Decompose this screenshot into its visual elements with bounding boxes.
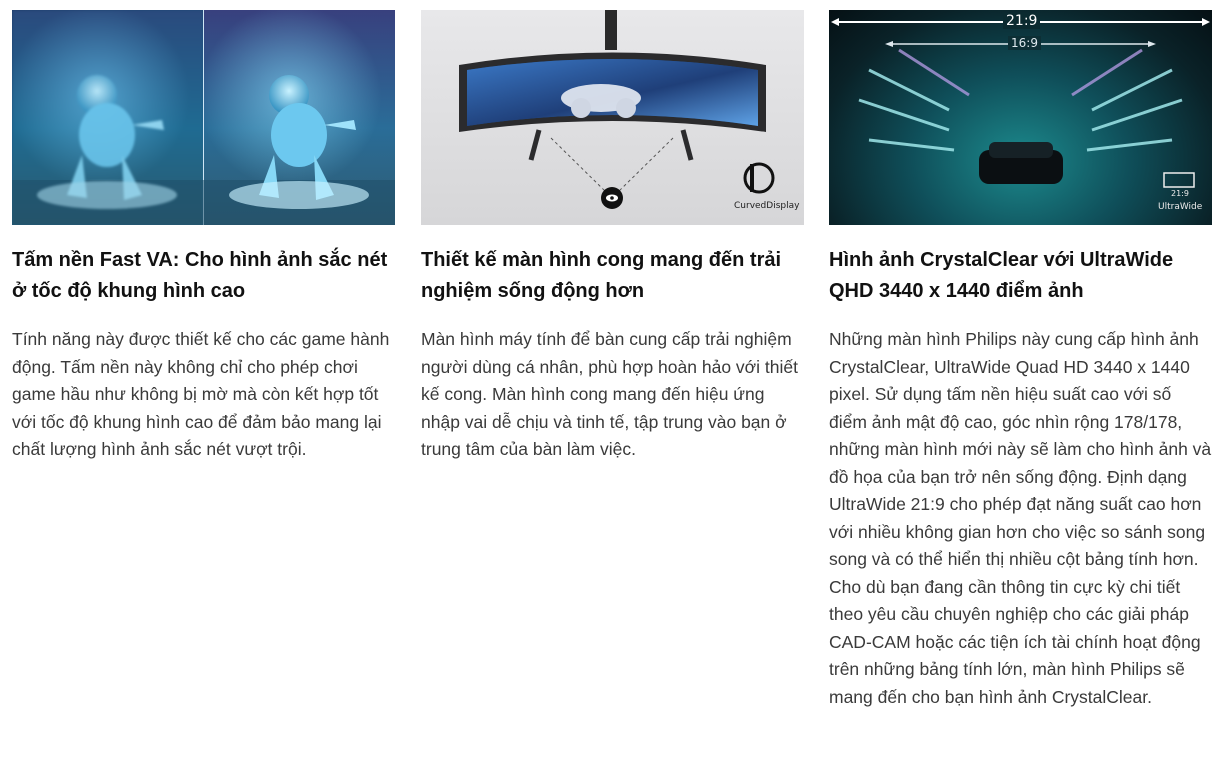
curved-display-label: CurvedDisplay: [734, 201, 800, 211]
astronaut-splash-image: [12, 10, 395, 225]
feature-title: Thiết kế màn hình cong mang đến trải nghiệm sống động hơn: [421, 249, 782, 302]
ratio-16-9-label: 16:9: [1008, 36, 1041, 50]
feature-card-curved: [421, 10, 804, 464]
feature-description: Tính năng này được thiết kế cho các game hành động. Tấm nền này không chỉ cho phép chơi game hầu như không bị mờ mà còn kết hợp tốt với tốc độ khung hình cao để đảm bảo mang lại chất lượng hình ảnh sắc nét vượt trội.: [12, 329, 390, 459]
feature-description: Những màn hình Philips này cung cấp hình ảnh CrystalClear, UltraWide Quad HD 3440 x 1440 pixel. Sử dụng tấm nền hiệu suất cao với số điểm ảnh mật độ cao, góc nhìn rộng 178/178, những màn hình mới này sẽ làm cho hình ảnh và đồ họa của bạn trở nên sống động. Định dạng UltraWide 21:9 cho phép đạt năng suất cao hơn với nhiều không gian hơn cho việc so sánh song song và có thể hiển thị nhiều cột bảng tính hơn. Cho dù bạn đang cần thông tin cực kỳ chi tiết theo yêu cầu chuyên nghiệp cho các giải pháp CAD-CAM hoặc các tiện ích tài chính hoạt động trên những bảng tính lớn, màn hình Philips sẽ mang đến cho bạn hình ảnh CrystalClear.: [829, 329, 1212, 707]
astronaut-illustration: [12, 10, 395, 225]
feature-title: Hình ảnh CrystalClear với UltraWide QHD 3440 x 1440 điểm ảnh: [829, 249, 1174, 302]
feature-card-fast-va: [12, 10, 395, 464]
ultrawide-tunnel-image: [829, 10, 1212, 225]
feature-card-ultrawide: [829, 10, 1212, 711]
feature-title: Tấm nền Fast VA: Cho hình ảnh sắc nét ở tốc độ khung hình cao: [12, 249, 388, 302]
ratio-21-9-label: 21:9: [1003, 13, 1040, 29]
feature-description: Màn hình máy tính để bàn cung cấp trải nghiệm người dùng cá nhân, phù hợp hoàn hảo với thiết kế cong. Màn hình cong mang đến hiệu ứng nhập vai dễ chịu và tinh tế, tập trung vào bạn ở trung tâm của bàn làm việc.: [421, 329, 798, 459]
curved-monitor-image: [421, 10, 804, 225]
ultrawide-badge-label: UltraWide: [1158, 202, 1203, 212]
curved-monitor-illustration: [421, 10, 804, 225]
ultrawide-badge-ratio: 21:9: [1171, 189, 1189, 198]
